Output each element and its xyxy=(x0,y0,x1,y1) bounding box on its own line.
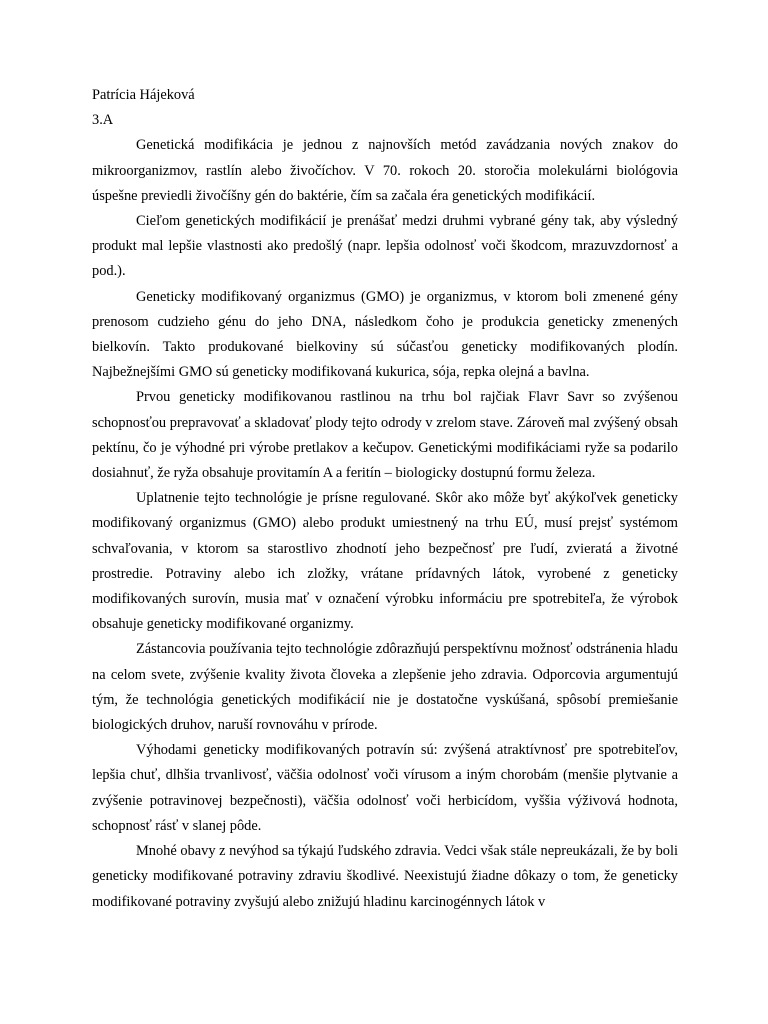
paragraph-1: Genetická modifikácia je jednou z najnovších metód zavádzania nových znakov do mikroorganizmov, rastlín alebo živočíchov. V 70. rokoch 20. storočia molekulárni biológovia úspešne previedli živočíšny gén do baktérie, čím sa začala éra genetických modifikácií. xyxy=(92,137,678,204)
paragraph-6: Zástancovia používania tejto technológie zdôrazňujú perspektívnu možnosť odstránenia hladu na celom svete, zvýšenie kvality života človeka a zlepšenie jeho zdravia. Odporcovia argumentujú tým, že technológia genetických modifikácií nie je dostatočne vyskúšaná, spôsobí premiešanie biologických druhov, naruší rovnováhu v prírode. xyxy=(92,641,678,734)
author-name: Patrícia Hájeková xyxy=(92,87,195,103)
paragraph-2: Cieľom genetických modifikácií je prenášať medzi druhmi vybrané gény tak, aby výsledný produkt mal lepšie vlastnosti ako predošlý (napr. lepšia odolnosť voči škodcom, mrazuvzdornosť a pod.). xyxy=(92,213,678,280)
paragraph-7: Výhodami geneticky modifikovaných potravín sú: zvýšená atraktívnosť pre spotrebiteľov, lepšia chuť, dlhšia trvanlivosť, väčšia odolnosť voči vírusom a iným chorobám (menšie plytvanie a zvýšenie potravinovej bezpečnosti), väčšia odolnosť voči herbicídom, vyššia výživová hodnota, schopnosť rásť v slanej pôde. xyxy=(92,742,678,834)
paragraph-5: Uplatnenie tejto technológie je prísne regulované. Skôr ako môže byť akýkoľvek geneticky modifikovaný organizmus (GMO) alebo produkt umiestnený na trhu EÚ, musí prejsť systémom schvaľovania, v ktorom sa starostlivo zhodnotí jeho bezpečnosť pre ľudí, zvieratá a životné prostredie. Potraviny alebo ich zložky, vrátane prídavných látok, vyrobené z geneticky modifikovaných surovín, musia mať v označení výrobku informáciu pre spotrebiteľa, že výrobok obsahuje geneticky modifikované organizmy. xyxy=(92,490,678,633)
paragraph-4: Prvou geneticky modifikovanou rastlinou na trhu bol rajčiak Flavr Savr so zvýšenou schopnosťou prepravovať a skladovať plody tejto odrody v zrelom stave. Zároveň mal zvýšený obsah pektínu, čo je výhodné pri výrobe pretlakov a kečupov. Genetickými modifikáciami ryže sa podarilo dosiahnuť, že ryža obsahuje provitamín A a feritín – biologicky dostupnú formu železa. xyxy=(92,389,678,482)
paragraph-3: Geneticky modifikovaný organizmus (GMO) je organizmus, v ktorom boli zmenené gény prenosom cudzieho génu do jeho DNA, následkom čoho je produkcia geneticky zmenených bielkovín. Takto produkované bielkoviny sú súčasťou geneticky modifikovaných plodín. Najbežnejšími GMO sú geneticky modifikovaná kukurica, sója, repka olejná a bavlna. xyxy=(92,288,678,381)
class-label: 3.A xyxy=(92,112,114,129)
paragraph-8: Mnohé obavy z nevýhod sa týkajú ľudského zdravia. Vedci však stále nepreukázali, že by boli geneticky modifikované potraviny zdraviu škodlivé. Neexistujú žiadne dôkazy o tom, že geneticky modifikované potraviny zvyšujú alebo znižujú hladinu karcinogénnych látok v xyxy=(92,843,678,910)
document-page xyxy=(92,83,678,915)
